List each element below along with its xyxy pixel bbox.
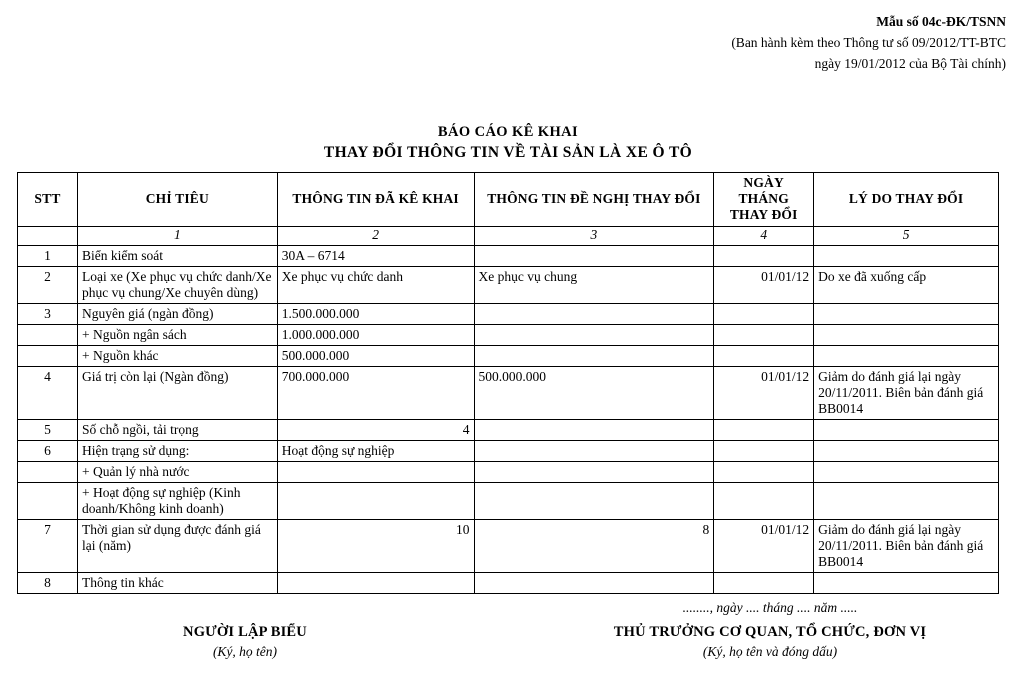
cell-denghi xyxy=(474,440,714,461)
cell-chitieu: Loại xe (Xe phục vụ chức danh/Xe phục vụ chung/Xe chuyên dùng) xyxy=(77,266,277,303)
cell-dakekhai xyxy=(277,572,474,593)
cell-ngay xyxy=(714,345,814,366)
table-row xyxy=(18,303,999,324)
col-num-3: 3 xyxy=(474,226,714,245)
table-row xyxy=(18,461,999,482)
cell-dakekhai: Hoạt động sự nghiệp xyxy=(277,440,474,461)
page-title-line-2: THAY ĐỔI THÔNG TIN VỀ TÀI SẢN LÀ XE Ô TÔ xyxy=(323,143,693,161)
col-num-4: 4 xyxy=(714,226,814,245)
cell-stt: 2 xyxy=(18,266,78,303)
cell-chitieu: + Nguồn khác xyxy=(77,345,277,366)
cell-chitieu: Thời gian sử dụng được đánh giá lại (năm) xyxy=(77,519,277,572)
cell-denghi: 500.000.000 xyxy=(474,366,714,419)
cell-chitieu: Giá trị còn lại (Ngàn đồng) xyxy=(77,366,277,419)
cell-lydo xyxy=(814,324,999,345)
cell-stt: 6 xyxy=(18,440,78,461)
cell-lydo xyxy=(814,440,999,461)
cell-lydo xyxy=(814,245,999,266)
col-num-1: 1 xyxy=(77,226,277,245)
col-num-0 xyxy=(18,226,78,245)
table-row xyxy=(18,440,999,461)
table-head xyxy=(18,173,999,246)
cell-dakekhai: 1.000.000.000 xyxy=(277,324,474,345)
cell-ngay xyxy=(714,461,814,482)
declaration-table xyxy=(17,172,999,594)
page-title xyxy=(0,123,1016,163)
col-num-2: 2 xyxy=(277,226,474,245)
cell-chitieu: + Quản lý nhà nước xyxy=(77,461,277,482)
cell-chitieu: Số chỗ ngồi, tải trọng xyxy=(77,419,277,440)
cell-stt: 7 xyxy=(18,519,78,572)
cell-ngay xyxy=(714,419,814,440)
cell-ngay xyxy=(714,303,814,324)
form-issued-line-1: (Ban hành kèm theo Thông tư số 09/2012/TT-BTC xyxy=(731,34,1006,50)
form-issued-line-2: ngày 19/01/2012 của Bộ Tài chính) xyxy=(814,55,1006,71)
cell-dakekhai: 4 xyxy=(277,419,474,440)
cell-chitieu: + Hoạt động sự nghiệp (Kinh doanh/Không kinh doanh) xyxy=(77,482,277,519)
cell-denghi xyxy=(474,303,714,324)
cell-lydo xyxy=(814,303,999,324)
table-row xyxy=(18,345,999,366)
table-row xyxy=(18,366,999,419)
col-header-stt: STT xyxy=(18,173,78,227)
preparer-signature-block xyxy=(100,624,390,660)
cell-stt xyxy=(18,345,78,366)
cell-ngay xyxy=(714,440,814,461)
cell-denghi: 8 xyxy=(474,519,714,572)
head-of-unit-title: THỦ TRƯỞNG CƠ QUAN, TỔ CHỨC, ĐƠN VỊ xyxy=(613,624,927,640)
cell-denghi xyxy=(474,324,714,345)
cell-denghi xyxy=(474,419,714,440)
cell-denghi xyxy=(474,461,714,482)
form-header xyxy=(731,12,1006,75)
cell-chitieu: Thông tin khác xyxy=(77,572,277,593)
cell-ngay: 01/01/12 xyxy=(714,266,814,303)
cell-denghi: Xe phục vụ chung xyxy=(474,266,714,303)
cell-chitieu: + Nguồn ngân sách xyxy=(77,324,277,345)
cell-denghi xyxy=(474,572,714,593)
table-row xyxy=(18,324,999,345)
cell-lydo: Giảm do đánh giá lại ngày 20/11/2011. Biên bản đánh giá BB0014 xyxy=(814,366,999,419)
cell-denghi xyxy=(474,345,714,366)
cell-dakekhai: 1.500.000.000 xyxy=(277,303,474,324)
cell-lydo xyxy=(814,461,999,482)
cell-ngay xyxy=(714,482,814,519)
cell-dakekhai xyxy=(277,482,474,519)
cell-stt: 5 xyxy=(18,419,78,440)
cell-dakekhai xyxy=(277,461,474,482)
head-of-unit-subtitle: (Ký, họ tên và đóng dấu) xyxy=(702,644,838,659)
preparer-title: NGƯỜI LẬP BIỂU xyxy=(183,624,307,640)
form-code: Mẫu số 04c-ĐK/TSNN xyxy=(876,14,1006,29)
col-header-dakekhai: THÔNG TIN ĐÃ KÊ KHAI xyxy=(277,173,474,227)
col-header-denghi: THÔNG TIN ĐỀ NGHỊ THAY ĐỔI xyxy=(474,173,714,227)
table-header-row xyxy=(18,173,999,227)
col-header-lydo: LÝ DO THAY ĐỔI xyxy=(814,173,999,227)
cell-dakekhai: 700.000.000 xyxy=(277,366,474,419)
table-row xyxy=(18,519,999,572)
cell-chitieu: Biển kiểm soát xyxy=(77,245,277,266)
head-of-unit-signature-block xyxy=(520,624,1016,660)
page-title-line-1: BÁO CÁO KÊ KHAI xyxy=(437,124,579,140)
table-row xyxy=(18,482,999,519)
table-column-number-row xyxy=(18,226,999,245)
table-row xyxy=(18,572,999,593)
cell-ngay: 01/01/12 xyxy=(714,519,814,572)
cell-dakekhai: Xe phục vụ chức danh xyxy=(277,266,474,303)
cell-stt xyxy=(18,461,78,482)
cell-dakekhai: 30A – 6714 xyxy=(277,245,474,266)
cell-lydo xyxy=(814,572,999,593)
table-row xyxy=(18,419,999,440)
table-row xyxy=(18,245,999,266)
cell-chitieu: Nguyên giá (ngàn đồng) xyxy=(77,303,277,324)
preparer-subtitle: (Ký, họ tên) xyxy=(212,644,278,659)
cell-stt xyxy=(18,482,78,519)
cell-lydo: Giảm do đánh giá lại ngày 20/11/2011. Biên bản đánh giá BB0014 xyxy=(814,519,999,572)
date-placeholder-line: ........, ngày .... tháng .... năm ..... xyxy=(682,600,858,615)
cell-stt: 3 xyxy=(18,303,78,324)
cell-lydo xyxy=(814,419,999,440)
cell-dakekhai: 500.000.000 xyxy=(277,345,474,366)
cell-lydo: Do xe đã xuống cấp xyxy=(814,266,999,303)
cell-dakekhai: 10 xyxy=(277,519,474,572)
cell-lydo xyxy=(814,345,999,366)
cell-denghi xyxy=(474,245,714,266)
col-num-5: 5 xyxy=(814,226,999,245)
table-row xyxy=(18,266,999,303)
cell-ngay: 01/01/12 xyxy=(714,366,814,419)
cell-chitieu: Hiện trạng sử dụng: xyxy=(77,440,277,461)
cell-stt: 4 xyxy=(18,366,78,419)
cell-ngay xyxy=(714,324,814,345)
cell-ngay xyxy=(714,572,814,593)
col-header-chitieu: CHỈ TIÊU xyxy=(77,173,277,227)
table-body xyxy=(18,245,999,593)
cell-stt: 1 xyxy=(18,245,78,266)
cell-stt: 8 xyxy=(18,572,78,593)
cell-stt xyxy=(18,324,78,345)
col-header-ngay: NGÀY THÁNG THAY ĐỔI xyxy=(714,173,814,227)
cell-lydo xyxy=(814,482,999,519)
cell-denghi xyxy=(474,482,714,519)
cell-ngay xyxy=(714,245,814,266)
